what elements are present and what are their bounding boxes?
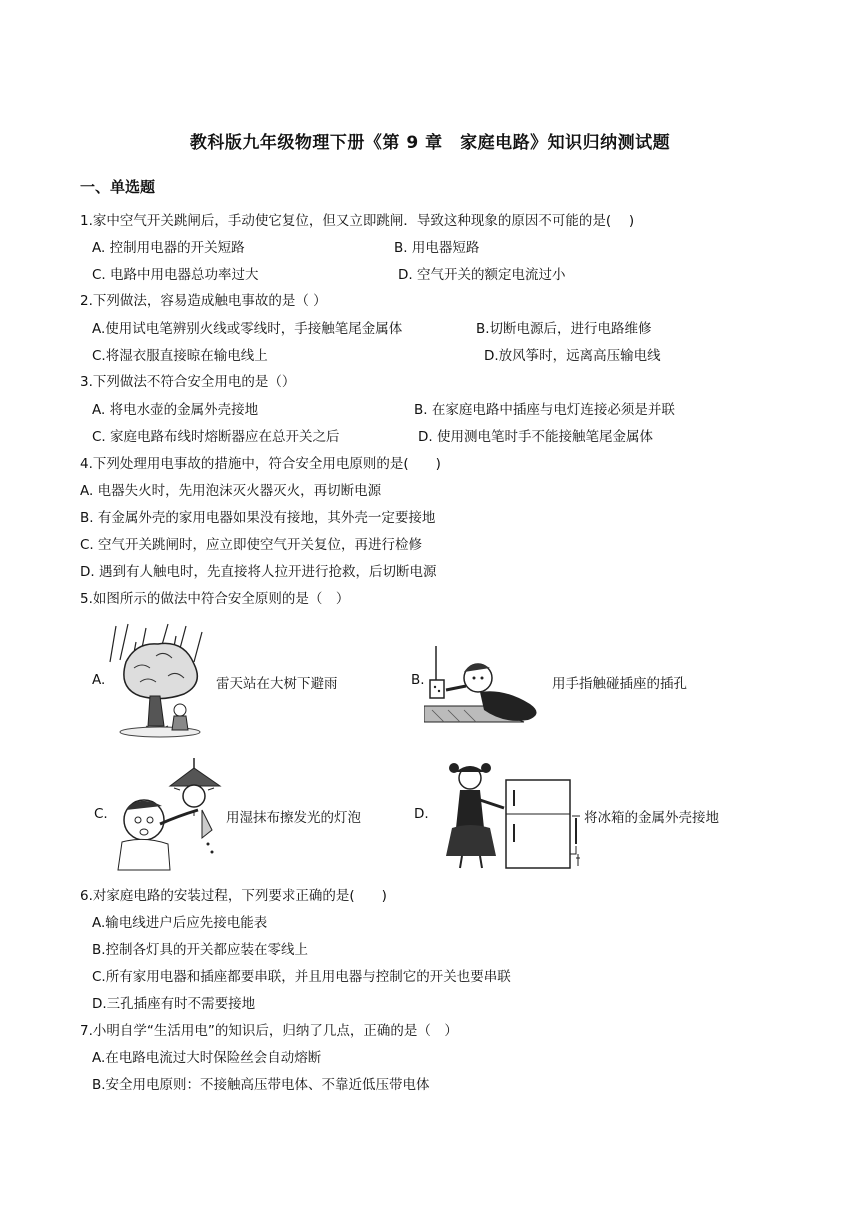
question-6-stem: 6.对家庭电路的安装过程，下列要求正确的是( ) <box>80 888 387 904</box>
question-2-stem: 2.下列做法，容易造成触电事故的是（ ） <box>80 293 327 309</box>
q7-option-a[interactable]: A.在电路电流过大时保险丝会自动熔断 <box>92 1050 322 1066</box>
question-5-stem: 5.如图所示的做法中符合安全原则的是（ ） <box>80 591 350 607</box>
q5-option-c-letter[interactable]: C. <box>94 806 108 822</box>
q4-option-b[interactable]: B. 有金属外壳的家用电器如果没有接地，其外壳一定要接地 <box>80 510 436 526</box>
q2-option-c[interactable]: C.将湿衣服直接晾在输电线上 <box>92 348 268 364</box>
q3-option-c[interactable]: C. 家庭电路布线时熔断器应在总开关之后 <box>92 429 340 445</box>
q7-option-b[interactable]: B.安全用电原则：不接触高压带电体、不靠近低压带电体 <box>92 1077 430 1093</box>
q5-option-d-letter[interactable]: D. <box>414 806 429 822</box>
q1-option-a[interactable]: A. 控制用电器的开关短路 <box>92 240 245 256</box>
question-1-stem: 1.家中空气开关跳闸后，手动使它复位，但又立即跳闸．导致这种现象的原因不可能的是( ) <box>80 213 635 229</box>
q2-option-a[interactable]: A.使用试电笔辨别火线或零线时，手接触笔尾金属体 <box>92 321 403 337</box>
q3-option-a[interactable]: A. 将电水壶的金属外壳接地 <box>92 402 259 418</box>
fridge-ground-illustration <box>430 758 584 870</box>
q6-option-c[interactable]: C.所有家用电器和插座都要串联，并且用电器与控制它的开关也要串联 <box>92 969 511 985</box>
q4-option-a[interactable]: A. 电器失火时，先用泡沫灭火器灭火，再切断电源 <box>80 483 382 499</box>
question-4-stem: 4.下列处理用电事故的措施中，符合安全用电原则的是( ) <box>80 456 441 472</box>
q5-option-b-caption[interactable]: 用手指触碰插座的插孔 <box>552 676 687 692</box>
page-title: 教科版九年级物理下册《第 9 章 家庭电路》知识归纳测试题 <box>189 133 671 153</box>
section-heading: 一、单选题 <box>80 178 156 196</box>
q5-option-d-caption[interactable]: 将冰箱的金属外壳接地 <box>584 810 719 826</box>
q5-option-a-letter[interactable]: A. <box>92 672 106 688</box>
q3-option-b[interactable]: B. 在家庭电路中插座与电灯连接必须是并联 <box>414 402 675 418</box>
question-7-stem: 7.小明自学“生活用电”的知识后，归纳了几点，正确的是（ ） <box>80 1023 458 1039</box>
q1-option-d[interactable]: D. 空气开关的额定电流过小 <box>398 267 566 283</box>
q6-option-b[interactable]: B.控制各灯具的开关都应装在零线上 <box>92 942 309 958</box>
child-socket-illustration <box>424 644 548 726</box>
q2-option-b[interactable]: B.切断电源后，进行电路维修 <box>476 321 652 337</box>
q6-option-a[interactable]: A.输电线进户后应先接电能表 <box>92 915 268 931</box>
q1-option-b[interactable]: B. 用电器短路 <box>394 240 480 256</box>
question-3-stem: 3.下列做法不符合安全用电的是（） <box>80 374 296 390</box>
q4-option-c[interactable]: C. 空气开关跳闸时，应立即使空气开关复位，再进行检修 <box>80 537 423 553</box>
q2-option-d[interactable]: D.放风筝时，远离高压输电线 <box>484 348 661 364</box>
q5-option-c-caption[interactable]: 用湿抹布擦发光的灯泡 <box>226 810 361 826</box>
wet-cloth-bulb-illustration <box>108 758 228 874</box>
q5-option-a-caption[interactable]: 雷天站在大树下避雨 <box>216 676 338 692</box>
q1-option-c[interactable]: C. 电路中用电器总功率过大 <box>92 267 259 283</box>
q6-option-d[interactable]: D.三孔插座有时不需要接地 <box>92 996 256 1012</box>
q5-option-b-letter[interactable]: B. <box>411 672 425 688</box>
q4-option-d[interactable]: D. 遇到有人触电时，先直接将人拉开进行抢救，后切断电源 <box>80 564 437 580</box>
tree-storm-illustration <box>106 622 210 740</box>
q3-option-d[interactable]: D. 使用测电笔时手不能接触笔尾金属体 <box>418 429 653 445</box>
